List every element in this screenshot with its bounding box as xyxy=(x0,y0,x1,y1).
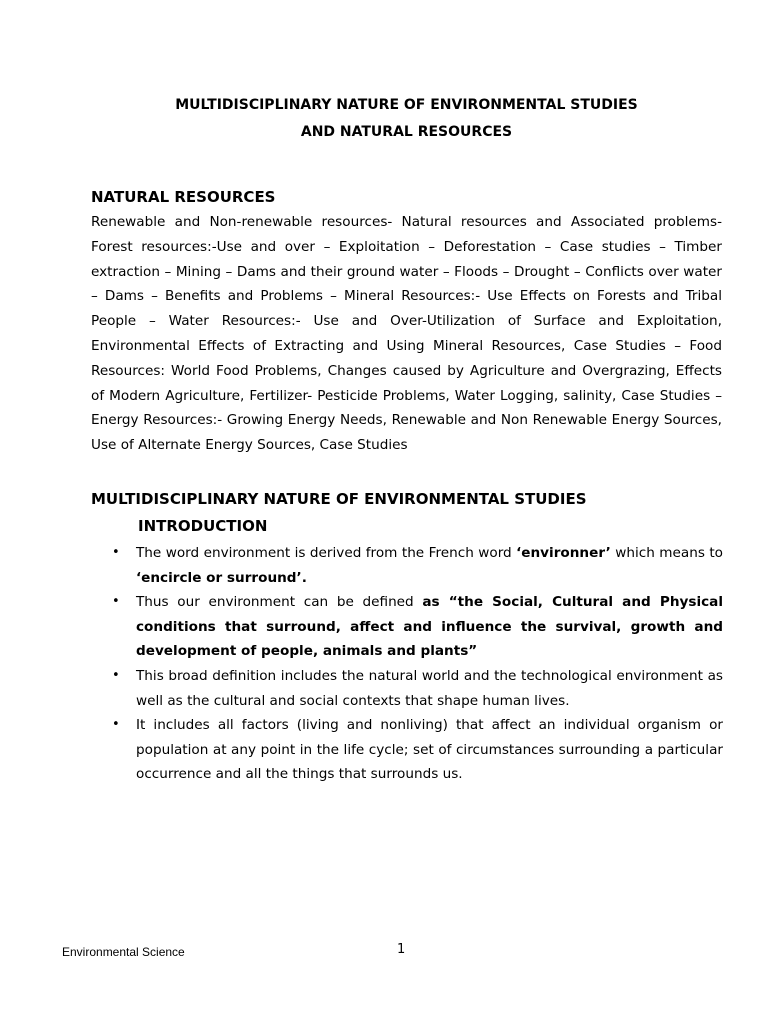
document-title-line-2: AND NATURAL RESOURCES xyxy=(300,124,513,140)
bullet-text: It includes all factors (living and nonliving) that affect an individual organism or population at any point in the life cycle; set of circumstances surrounding a particular occurrence and all the things that surrounds us. xyxy=(136,717,723,783)
bullet-item-1 xyxy=(112,541,723,590)
introduction-subheading: INTRODUCTION xyxy=(138,517,268,535)
natural-resources-heading: NATURAL RESOURCES xyxy=(91,188,276,206)
bullet-marker: • xyxy=(112,545,120,560)
multidisciplinary-heading: MULTIDISCIPLINARY NATURE OF ENVIRONMENTAL STUDIES xyxy=(91,490,587,508)
introduction-bullet-list xyxy=(112,541,723,787)
bullet-text: which means to xyxy=(610,545,723,561)
document-title-line-1: MULTIDISCIPLINARY NATURE OF ENVIRONMENTAL STUDIES xyxy=(175,97,638,113)
bullet-marker: • xyxy=(112,667,120,683)
bullet-item-2 xyxy=(112,590,723,664)
bullet-bold-text: ‘encircle or surround’. xyxy=(136,569,307,586)
bullet-text: The word environment is derived from the French word xyxy=(136,545,517,561)
bullet-bold-text: as “the Social, Cultural and Physical conditions that surround, affect and influence the survival, growth and development of people, animals and plants” xyxy=(136,594,723,660)
natural-resources-paragraph: Renewable and Non-renewable resources- Natural resources and Associated problems- Forest resources:-Use and over – Exploitation – Deforestation – Case studies – Timber extraction – Mining – Dams and their ground water – Floods – Drought – Conflicts over water – Dams – Benefits and Problems – Mineral Resources:- Use Effects on Forests and Tribal People – Water Resources:- Use and Over-Utilization of Surface and Exploitation, Environmental Effects of Extracting and Using Mineral Resources, Case Studies – Food Resources: World Food Problems, Changes caused by Agriculture and Overgrazing, Effects of Modern Agriculture, Fertilizer- Pesticide Problems, Water Logging, salinity, Case Studies – Energy Resources:- Growing Energy Needs, Renewable and Non Renewable Energy Sources, Use of Alternate Energy Sources, Case Studies xyxy=(91,214,722,454)
bullet-text: This broad definition includes the natural world and the technological environment as well as the cultural and social contexts that shape human lives. xyxy=(136,667,723,709)
bullet-marker: • xyxy=(112,594,120,610)
bullet-text: Thus our environment can be defined xyxy=(136,594,423,611)
bullet-item-3 xyxy=(112,664,723,713)
bullet-item-4 xyxy=(112,713,723,787)
bullet-marker: • xyxy=(112,717,120,733)
footer-document-name: Environmental Science xyxy=(62,945,185,959)
bullet-bold-text: ‘environner’ xyxy=(516,545,611,561)
footer-page-number: 1 xyxy=(397,942,406,957)
